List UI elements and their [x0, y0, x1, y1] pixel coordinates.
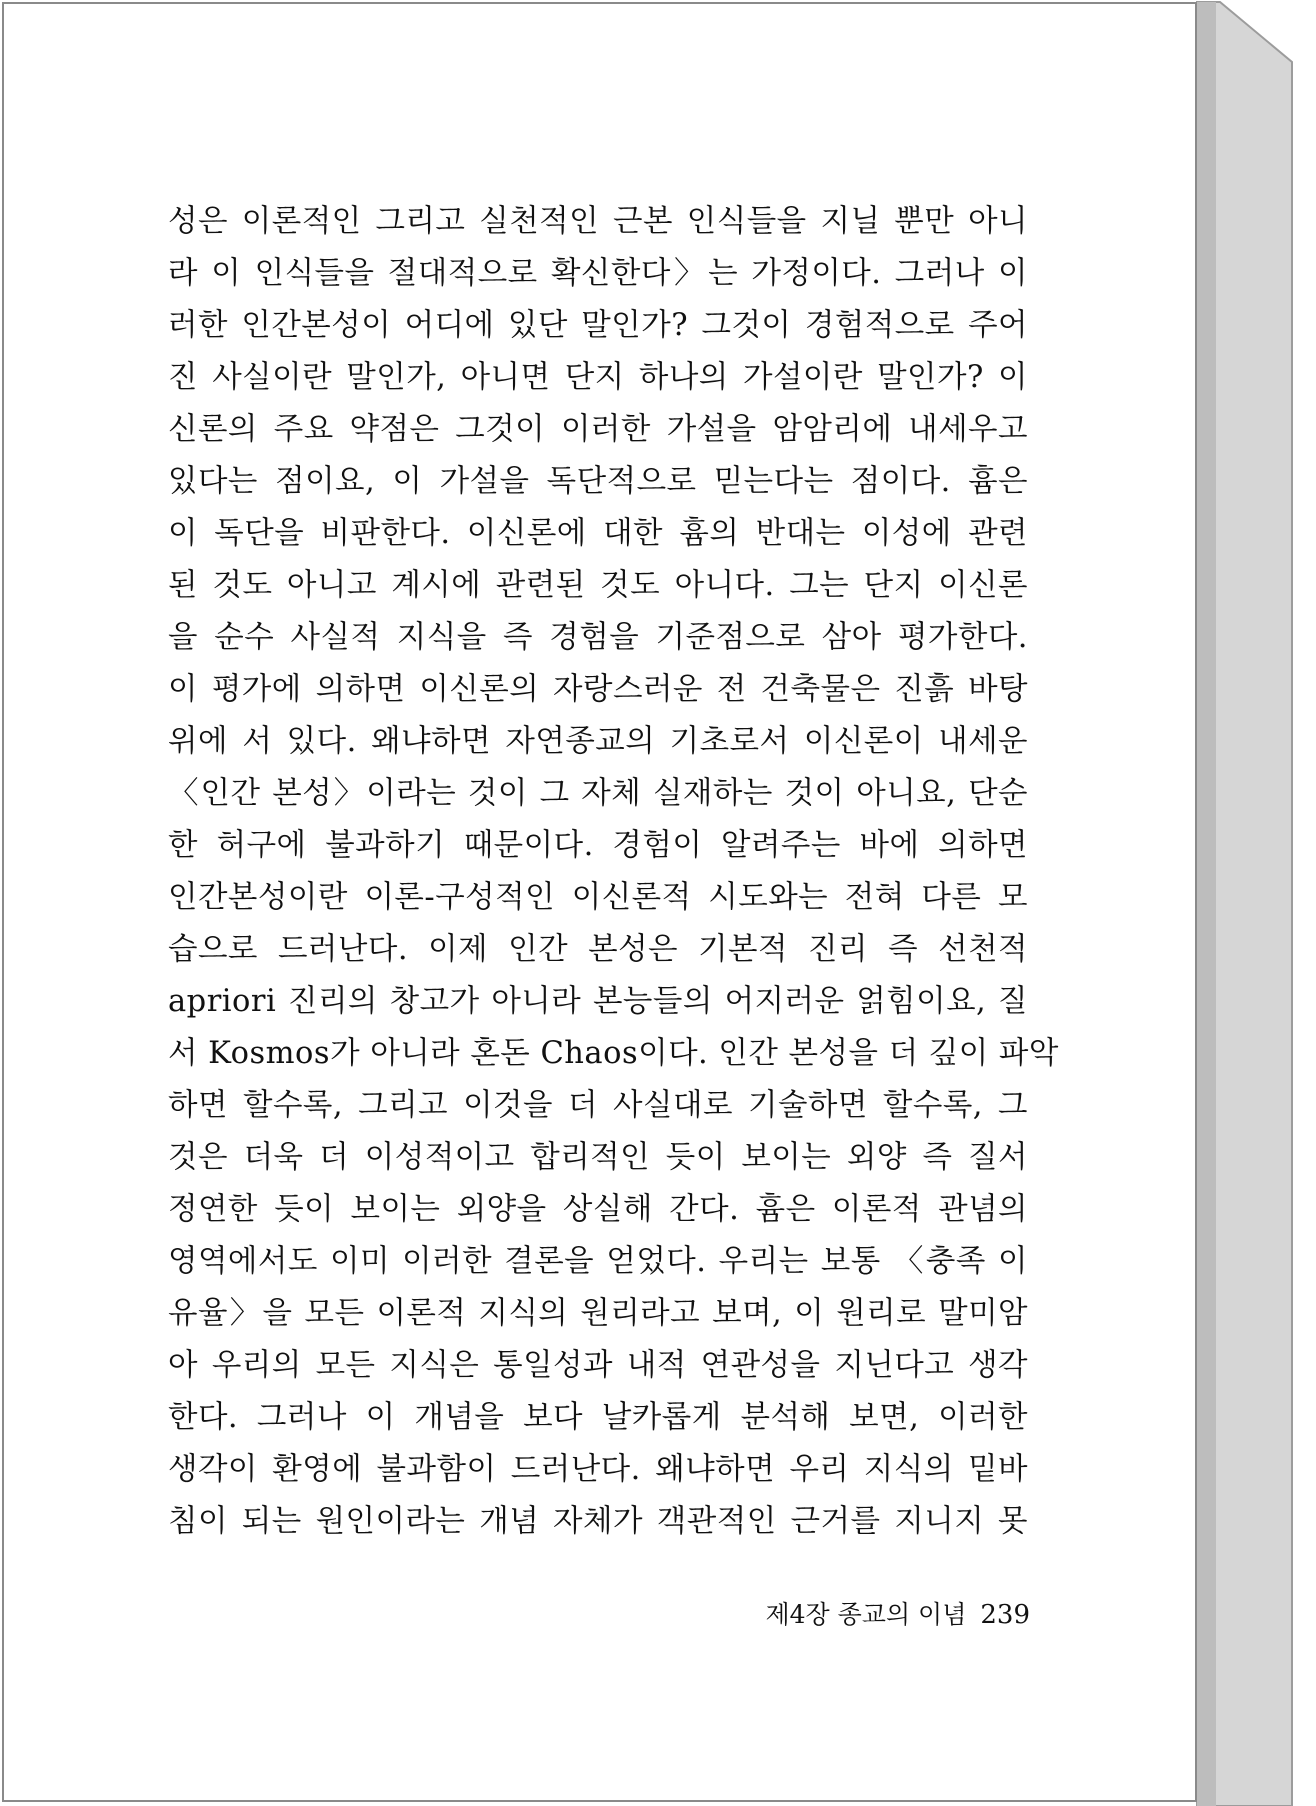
text-line: 아 우리의 모든 지식은 통일성과 내적 연관성을 지닌다고 생각: [168, 1348, 1028, 1383]
text-line: 것은 더욱 더 이성적이고 합리적인 듯이 보이는 외양 즉 질서: [168, 1140, 1028, 1175]
body-text: [168, 196, 1059, 1548]
text-line: 이 평가에 의하면 이신론의 자랑스러운 전 건축물은 진흙 바탕: [168, 672, 1028, 707]
text-line: 〈인간 본성〉이라는 것이 그 자체 실재하는 것이 아니요, 단순: [168, 776, 1028, 811]
text-line: 정연한 듯이 보이는 외양을 상실해 간다. 흄은 이론적 관념의: [168, 1192, 1028, 1227]
text-line: 영역에서도 이미 이러한 결론을 얻었다. 우리는 보통 〈충족 이: [168, 1244, 1028, 1279]
text-line: 습으로 드러난다. 이제 인간 본성은 기본적 진리 즉 선천적: [168, 932, 1028, 967]
chapter-title: 제4장 종교의 이념: [765, 1600, 967, 1629]
text-line: 라 이 인식들을 절대적으로 확신한다〉는 가정이다. 그러나 이: [168, 256, 1028, 291]
text-line: 된 것도 아니고 계시에 관련된 것도 아니다. 그는 단지 이신론: [168, 568, 1028, 603]
text-line: 성은 이론적인 그리고 실천적인 근본 인식들을 지닐 뿐만 아니: [168, 204, 1028, 239]
text-line: 한 허구에 불과하기 때문이다. 경험이 알려주는 바에 의하면: [168, 828, 1028, 863]
text-line: 인간본성이란 이론-구성적인 이신론적 시도와는 전혀 다른 모: [168, 880, 1028, 915]
page-number: 239: [980, 1600, 1030, 1630]
text-line: 이 독단을 비판한다. 이신론에 대한 흄의 반대는 이성에 관련: [168, 516, 1028, 551]
text-line: 진 사실이란 말인가, 아니면 단지 하나의 가설이란 말인가? 이: [168, 360, 1028, 395]
text-line: 한다. 그러나 이 개념을 보다 날카롭게 분석해 보면, 이러한: [168, 1400, 1028, 1435]
text-line: 신론의 주요 약점은 그것이 이러한 가설을 암암리에 내세우고: [168, 412, 1028, 447]
text-line: 서 Kosmos가 아니라 혼돈 Chaos이다. 인간 본성을 더 깊이 파악: [168, 1036, 1059, 1071]
text-line: 유율〉을 모든 이론적 지식의 원리라고 보며, 이 원리로 말미암: [168, 1296, 1028, 1331]
text-line: 하면 할수록, 그리고 이것을 더 사실대로 기술하면 할수록, 그: [168, 1088, 1028, 1123]
text-line: 있다는 점이요, 이 가설을 독단적으로 믿는다는 점이다. 흄은: [168, 464, 1028, 499]
text-line: apriori 진리의 창고가 아니라 본능들의 어지러운 얽힘이요, 질: [168, 984, 1028, 1019]
text-line: 침이 되는 원인이라는 개념 자체가 객관적인 근거를 지니지 못: [168, 1504, 1028, 1539]
text-line: 생각이 환영에 불과함이 드러난다. 왜냐하면 우리 지식의 밑바: [168, 1452, 1028, 1487]
text-line: 위에 서 있다. 왜냐하면 자연종교의 기초로서 이신론이 내세운: [168, 724, 1028, 759]
page-footer: [700, 1595, 1030, 1635]
page-edge-inner: [1197, 2, 1216, 1806]
text-line: 을 순수 사실적 지식을 즉 경험을 기준점으로 삼아 평가한다.: [168, 620, 1028, 655]
text-line: 러한 인간본성이 어디에 있단 말인가? 그것이 경험적으로 주어: [168, 308, 1028, 343]
